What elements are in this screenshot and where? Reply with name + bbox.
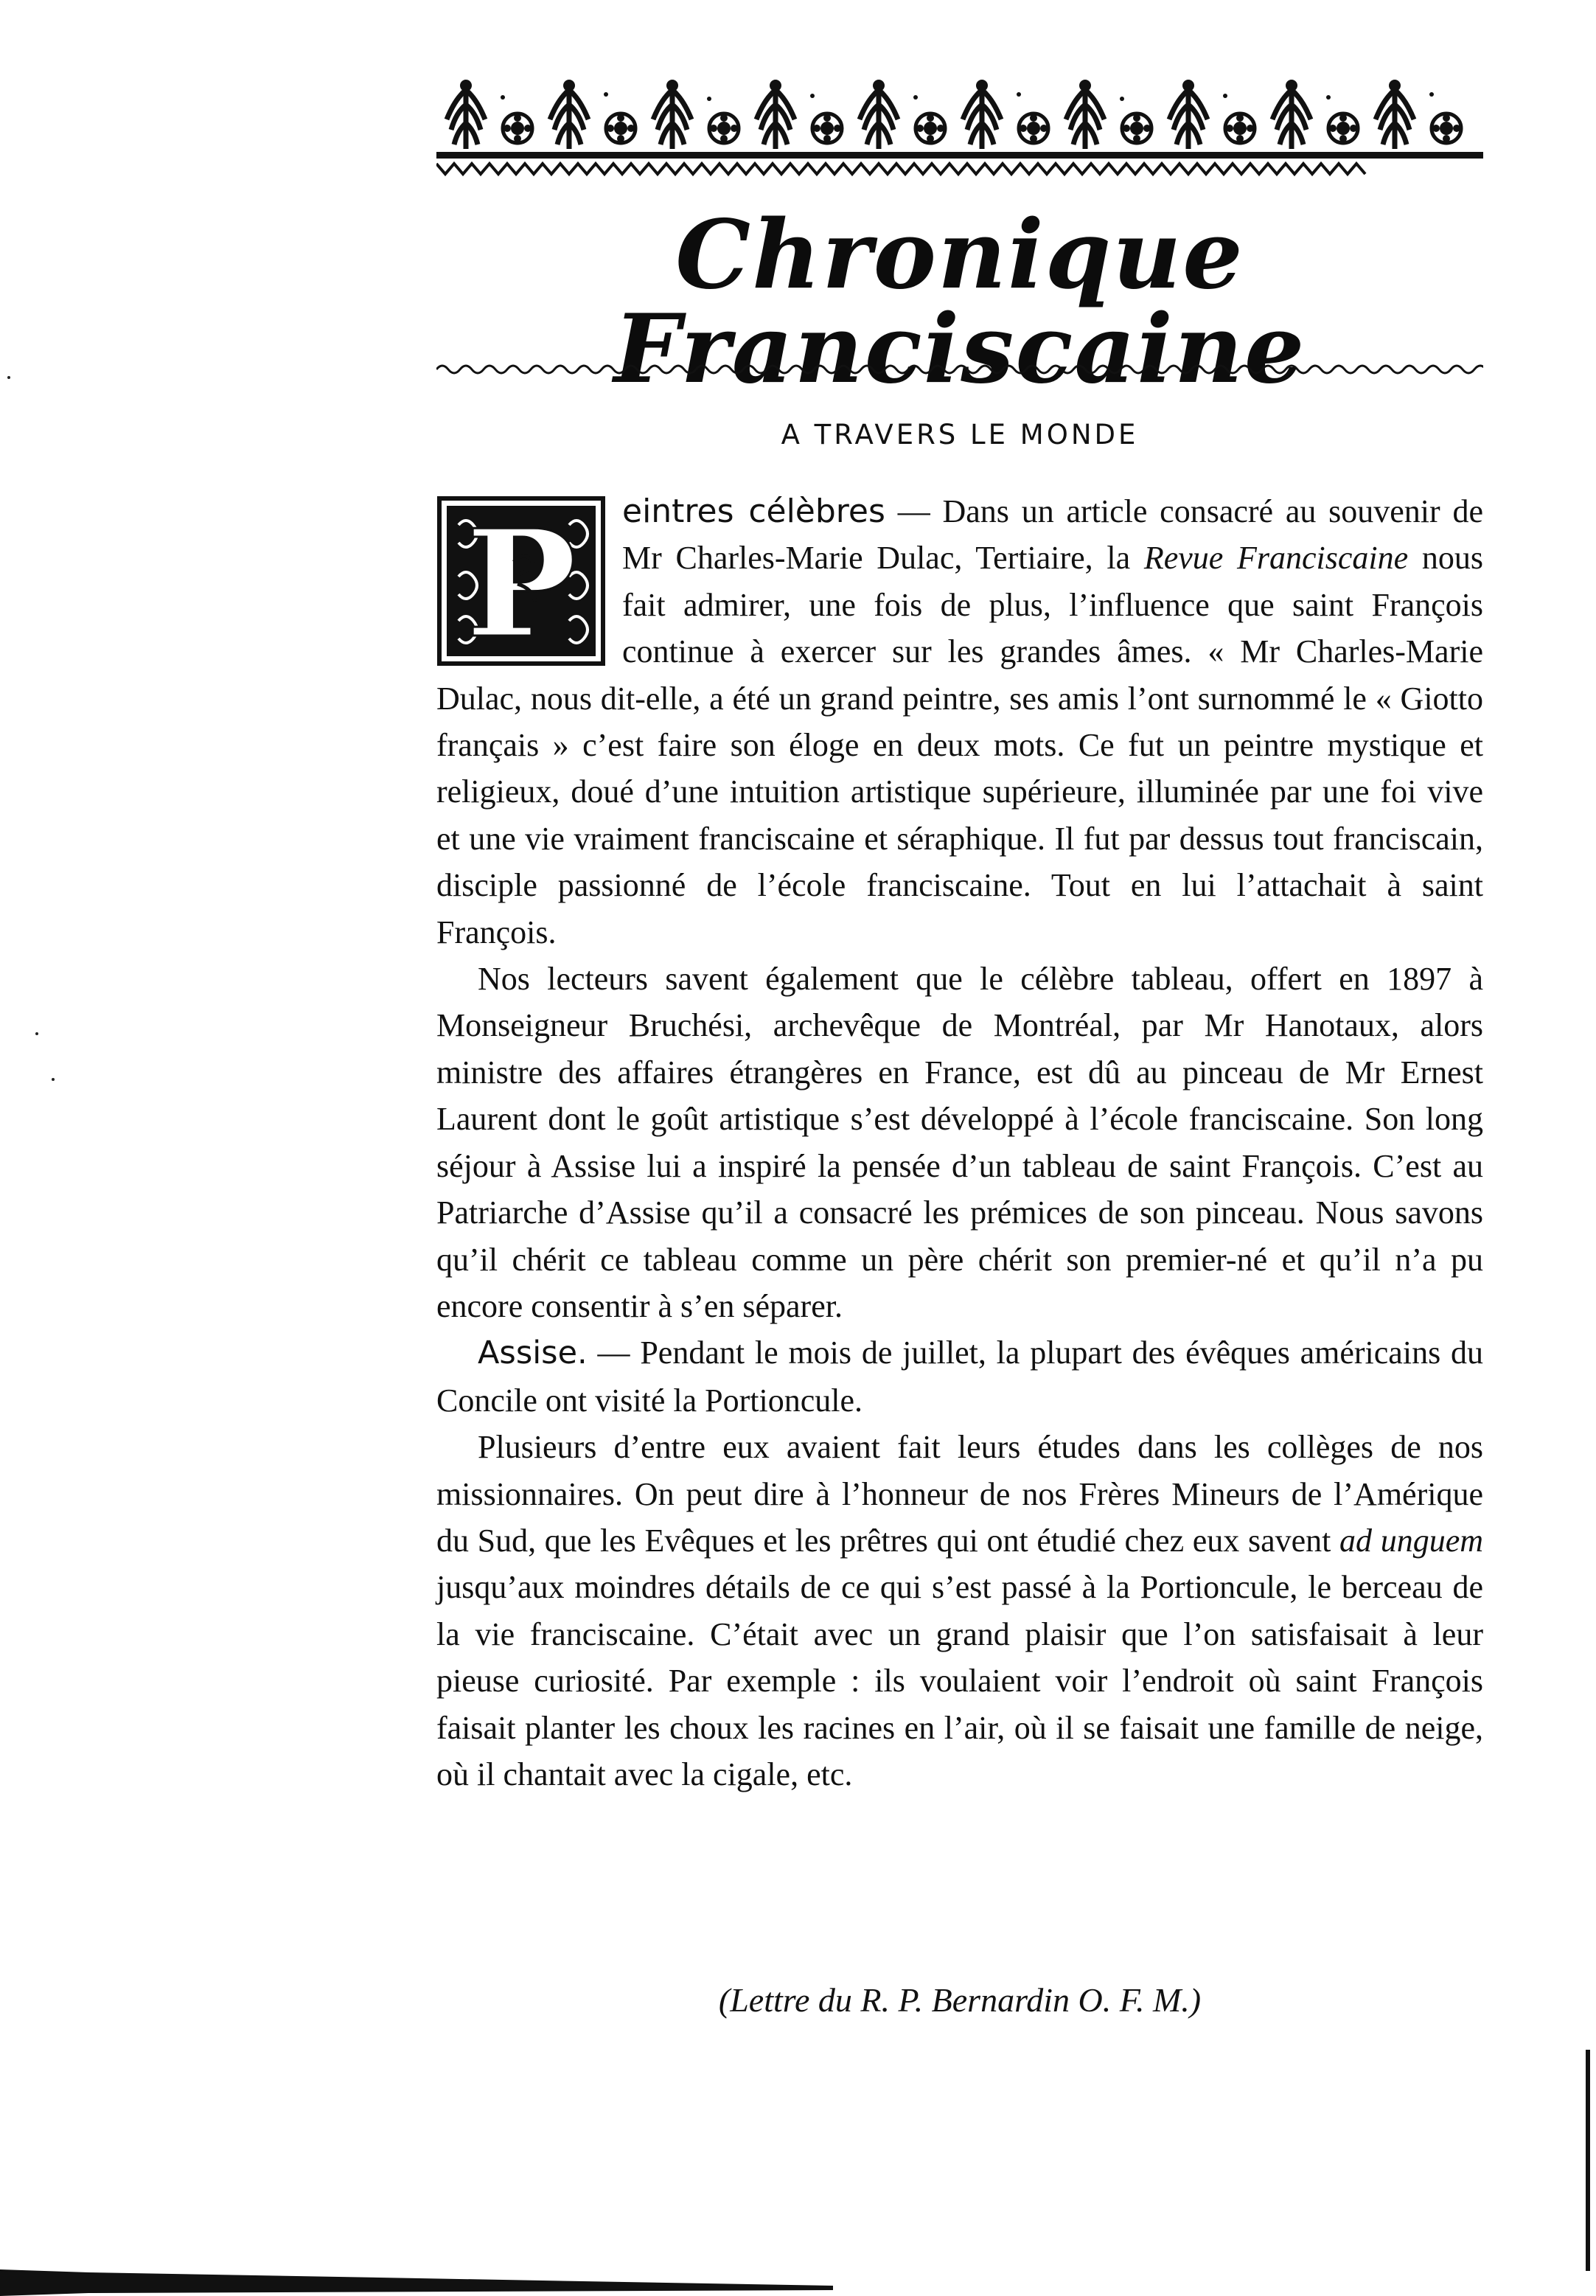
scan-bottom-shadow — [0, 2267, 833, 2296]
section-heading: A TRAVERS LE MONDE — [781, 419, 1139, 450]
paragraph-lecteurs: Nos lecteurs savent également que le célèbre tableau, offert en 1897 à Monseigneur Bruchési, archevêque de Montréal, par Mr Hanotaux, alors ministre des affaires étrangères en France, est dû au pinceau de Mr Ernest Laurent dont le goût artistique s’est développé à l’école franciscaine. Son long séjour à Assise lui a inspiré la pensée d’un tableau de saint François. C’est au Patriarche d’Assise qu’il a consacré les prémices de son pinceau. Nous savons qu’il chérit ce tableau comme un père chérit son premier-né et qu’il n’a pu encore consentir à s’en séparer. — [436, 961, 1483, 1324]
wavy-divider — [436, 360, 1483, 379]
page-title: Chronique Franciscaine — [613, 200, 1306, 405]
paragraph-plusieurs: Plusieurs d’entre eux avaient fait leurs études dans les collèges de nos missionnaires. On peut dire à l’honneur de nos Frères Mineurs de l’Amérique du Sud, que les Evêques et les prêtres qui ont étudié chez eux savent ad unguem jusqu’aux moindres détails de ce qui s’est passé à la Portioncule, le berceau de la vie franciscaine. C’était avec un grand plaisir que l’on satisfaisait à leur pieuse curiosité. Par exemple : ils voulaient voir l’endroit où saint François faisait planter les choux les racines en l’air, où il se faisait une famille de neige, où il chantait avec la cigale, etc. — [436, 1429, 1483, 1792]
article-body — [436, 488, 1483, 1798]
paragraph-assise: Assise. — Pendant le mois de juillet, la plupart des évêques américains du Concile ont visité la Portioncule. — [436, 1335, 1483, 1419]
scan-edge-mark — [1586, 2050, 1590, 2271]
paragraph-peintres: eintres célèbres — Dans un article consacré au souvenir de Mr Charles-Marie Dulac, Tertiaire, la Revue Franciscaine nous fait admirer, une fois de plus, l’influence que saint François continue à exercer sur les grandes âmes. « Mr Charles-Marie Dulac, nous dit-elle, a été un grand peintre, ses amis l’ont surnommé le « Giotto français » c’est faire son éloge en deux mots. Ce fut un peintre mystique et religieux, doué d’une intuition artistique supérieure, illuminée par une foi vive et une vie vraiment franciscaine et séraphique. Il fut par dessus tout franciscain, disciple passionné de l’école franciscaine. Tout en lui l’attachait à saint François. — [436, 493, 1484, 950]
dropcap-initial — [436, 495, 606, 667]
scan-speck — [52, 1078, 55, 1081]
scan-speck — [35, 1032, 38, 1035]
ornamental-header-band — [436, 68, 1483, 186]
signature: (Lettre du R. P. Bernardin O. F. M.) — [718, 1981, 1202, 2019]
svg-text:P: P — [465, 498, 577, 667]
scan-speck — [7, 376, 10, 379]
